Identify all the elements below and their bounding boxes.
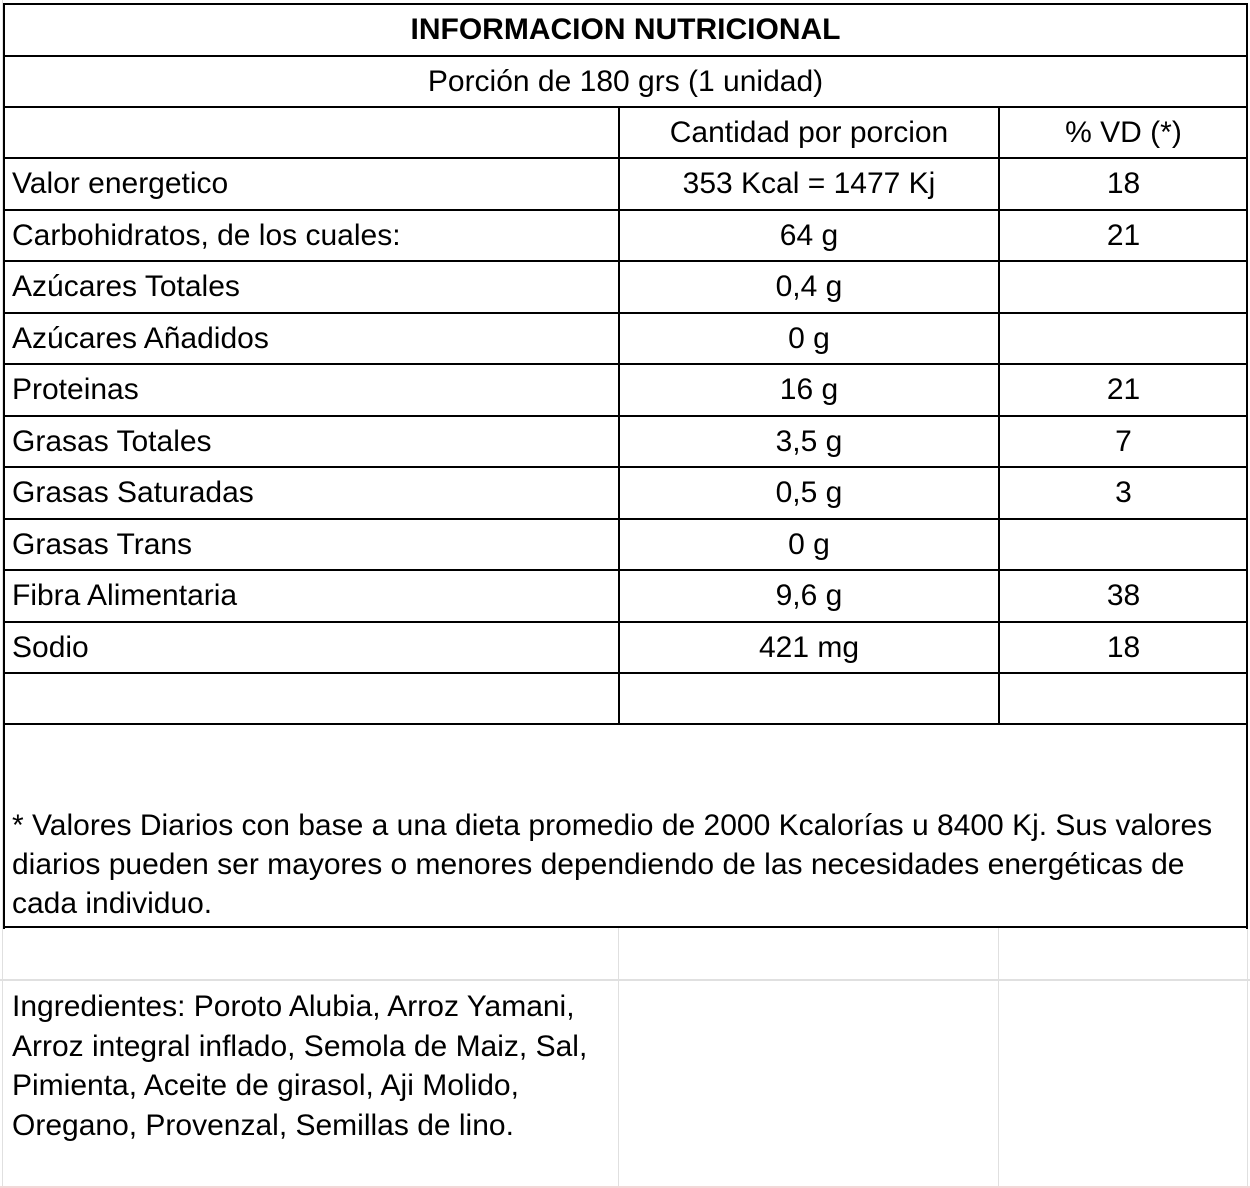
nutrient-amount: 0 g <box>618 314 998 364</box>
table-row <box>4 623 1247 673</box>
table-row <box>4 571 1247 621</box>
nutrient-amount: 9,6 g <box>618 571 998 621</box>
nutrient-name: Fibra Alimentaria <box>12 579 238 612</box>
table-row <box>4 262 1247 312</box>
nutrient-dv: 21 <box>998 211 1247 261</box>
nutrient-amount: 421 mg <box>618 623 998 673</box>
table-row-empty <box>4 674 1247 724</box>
nutrient-name: Grasas Trans <box>12 528 193 561</box>
table-row <box>4 314 1247 364</box>
nutrient-amount: 64 g <box>618 211 998 261</box>
nutrient-dv: 18 <box>998 623 1247 673</box>
header-nutrient <box>4 108 618 158</box>
nutrient-amount: 0,5 g <box>618 468 998 518</box>
nutrient-amount: 353 Kcal = 1477 Kj <box>618 159 998 209</box>
divider <box>4 926 1247 928</box>
table-row <box>4 468 1247 518</box>
nutrient-amount: 3,5 g <box>618 417 998 467</box>
table-row <box>4 365 1247 415</box>
gridline <box>0 979 1250 981</box>
nutrient-name: Grasas Saturadas <box>12 476 254 509</box>
title-row <box>4 5 1247 55</box>
nutrient-amount: 0 g <box>618 520 998 570</box>
table-row <box>4 417 1247 467</box>
nutrient-amount: 0,4 g <box>618 262 998 312</box>
header-dv: % VD (*) <box>998 108 1247 158</box>
gridline <box>1247 928 1248 1188</box>
nutrient-dv: 18 <box>998 159 1247 209</box>
nutrient-dv <box>998 520 1247 570</box>
nutrient-dv: 38 <box>998 571 1247 621</box>
nutrient-amount: 16 g <box>618 365 998 415</box>
daily-value-footnote: * Valores Diarios con base a una dieta promedio de 2000 Kcalorías u 8400 Kj. Sus valores diarios pueden ser mayores o menores dependiendo de las necesidades energéticas de cada individuo. <box>12 809 1213 920</box>
table-row <box>4 520 1247 570</box>
table-row <box>4 159 1247 209</box>
table-title: INFORMACION NUTRICIONAL <box>410 13 841 46</box>
nutrient-dv: 7 <box>998 417 1247 467</box>
nutrient-dv: 21 <box>998 365 1247 415</box>
nutrient-name: Sodio <box>12 631 89 664</box>
table-row <box>4 211 1247 261</box>
header-amount: Cantidad por porcion <box>618 108 998 158</box>
gridline <box>618 928 619 1188</box>
serving-row <box>4 57 1247 107</box>
divider <box>4 723 1247 725</box>
nutrient-name: Valor energetico <box>12 167 229 200</box>
nutrient-name <box>4 674 618 724</box>
gridline <box>998 928 999 1188</box>
nutrient-dv <box>998 674 1247 724</box>
nutrient-name: Grasas Totales <box>12 425 212 458</box>
header-row <box>4 108 1247 158</box>
nutrient-amount <box>618 674 998 724</box>
nutrient-name: Carbohidratos, de los cuales: <box>12 219 401 252</box>
nutrient-name: Proteinas <box>12 373 139 406</box>
nutrient-name: Azúcares Añadidos <box>12 322 269 355</box>
ingredients-list: Ingredientes: Poroto Alubia, Arroz Yamani, Arroz integral inflado, Semola de Maiz, Sal, Pimienta, Aceite de girasol, Aji Molido, Oregano, Provenzal, Semillas de lino. <box>12 990 588 1142</box>
nutrient-dv: 3 <box>998 468 1247 518</box>
nutrient-dv <box>998 262 1247 312</box>
nutrient-name: Azúcares Totales <box>12 270 240 303</box>
nutrient-dv <box>998 314 1247 364</box>
serving-size: Porción de 180 grs (1 unidad) <box>427 65 824 98</box>
